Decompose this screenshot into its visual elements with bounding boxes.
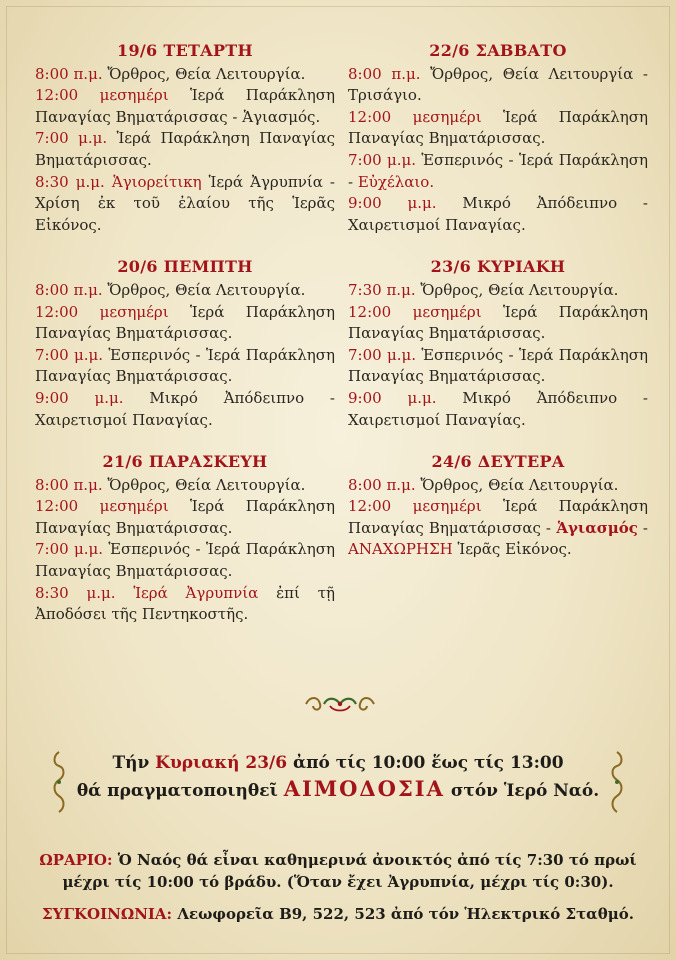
schedule-entry: 8:00 π.μ. Ὄρθρος, Θεία Λειτουργία - Τρισάγιο. (348, 64, 648, 105)
schedule-entry: 12:00 μεσημέρι Ἱερά Παράκληση Παναγίας Βηματάρισσας. (35, 302, 335, 343)
schedule-entry: 8:00 π.μ. Ὄρθρος, Θεία Λειτουργία. (35, 280, 306, 299)
transport-info: ΣΥΓΚΟΙΝΩΝΙΑ: Λεωφορεῖα Β9, 522, 523 ἀπό τόν Ἡλεκτρικό Σταθμό. (42, 905, 634, 924)
day-title: 22/6 ΣΑΒΒΑΤΟ (429, 41, 567, 60)
schedule-column-left (35, 40, 335, 646)
schedule-entry: 8:00 π.μ. Ὄρθρος, Θεία Λειτουργία. (35, 475, 306, 494)
day-title: 20/6 ΠΕΜΠΤΗ (117, 257, 253, 277)
schedule-entry: 7:30 π.μ. Ὄρθρος, Θεία Λειτουργία. (348, 280, 619, 299)
schedule-entry: 12:00 μεσημέρι Ἱερά Παράκληση Παναγίας Βηματάρισσας. (35, 497, 335, 537)
schedule-entry: 9:00 μ.μ. Μικρό Ἀπόδειπνο - Χαιρετισμοί Παναγίας. (348, 388, 648, 429)
schedule-entry: 9:00 μ.μ. Μικρό Ἀπόδειπνο - Χαιρετισμοί Παναγίας. (35, 388, 335, 429)
schedule-entry: 12:00 μεσημέρι Ἱερά Παράκληση Παναγίας Βηματάρισσας - Ἁγιασμός - ΑΝΑΧΩΡΗΣΗ Ἱερᾶς Εἰκόνος. (348, 497, 648, 559)
ornament-flourish-icon (300, 692, 380, 716)
schedule-entry: 7:00 μ.μ. Ἑσπερινός - Ἱερά Παράκληση Παναγίας Βηματάρισσας. (348, 345, 648, 386)
footer-info (30, 850, 646, 926)
opening-hours: ΩΡΑΡΙΟ: Ὁ Ναός θά εἶναι καθημερινά ἀνοικτός ἀπό τίς 7:30 τό πρωί μέχρι τίς 10:00 τό βράδυ. (Ὅταν ἔχει Ἀγρυπνία, μέχρι τίς 0:30). (39, 851, 637, 891)
schedule-entry: 8:30 μ.μ. Ἁγιορείτικη Ἱερά Ἀγρυπνία - Χρίση ἐκ τοῦ ἐλαίου τῆς Ἱερᾶς Εἰκόνος. (35, 172, 335, 234)
schedule-entry: 8:00 π.μ. Ὄρθρος, Θεία Λειτουργία. (348, 475, 619, 494)
day-title: 21/6 ΠΑΡΑΣΚΕΥΗ (102, 452, 268, 472)
schedule-entry: 8:30 μ.μ. Ἱερά Ἀγρυπνία ἐπί τῇ Ἀποδόσει τῆς Πεντηκοστῆς. (35, 583, 335, 624)
schedule-entry: 8:00 π.μ. Ὄρθρος, Θεία Λειτουργία. (35, 64, 306, 83)
schedule-entry: 7:00 μ.μ. Ἱερά Παράκληση Παναγίας Βηματάρισσας. (35, 129, 335, 169)
schedule-entry: 12:00 μεσημέρι Ἱερά Παράκληση Παναγίας Βηματάρισσας. (348, 107, 648, 148)
schedule-entry: 7:00 μ.μ. Ἑσπερινός - Ἱερά Παράκληση - Εὐχέλαιο. (348, 150, 648, 191)
day-title: 19/6 ΤΕΤΑΡΤΗ (117, 41, 253, 60)
schedule-column-right (348, 40, 648, 581)
notice-line-1: Τήν Κυριακή 23/6 ἀπό τίς 10:00 ἕως τίς 13:00 (112, 753, 564, 773)
day-block (348, 40, 648, 236)
day-block (35, 256, 335, 431)
day-block (35, 451, 335, 626)
day-title: 24/6 ΔΕΥΤΕΡΑ (431, 452, 565, 472)
day-block (35, 40, 335, 236)
day-block (348, 451, 648, 561)
schedule-entry: 12:00 μεσημέρι Ἱερά Παράκληση Παναγίας Βηματάρισσας - Ἁγιασμός. (35, 86, 335, 126)
scroll-ornament-icon (51, 750, 67, 814)
day-title: 23/6 ΚΥΡΙΑΚΗ (430, 257, 566, 277)
scroll-ornament-icon (609, 750, 625, 814)
schedule-entry: 7:00 μ.μ. Ἑσπερινός - Ἱερά Παράκληση Παναγίας Βηματάρισσας. (35, 540, 335, 581)
day-block (348, 256, 648, 431)
schedule-entry: 7:00 μ.μ. Ἑσπερινός - Ἱερά Παράκληση Παναγίας Βηματάρισσας. (35, 345, 335, 386)
schedule-entry: 12:00 μεσημέρι Ἱερά Παράκληση Παναγίας Βηματάρισσας. (348, 302, 648, 343)
notice-line-2: θά πραγματοποιηθεῖ ΑΙΜΟΔΟΣΙΑ στόν Ἱερό Ναό. (76, 776, 600, 801)
blood-donation-notice (55, 750, 621, 814)
schedule-entry: 9:00 μ.μ. Μικρό Ἀπόδειπνο - Χαιρετισμοί Παναγίας. (348, 194, 648, 234)
